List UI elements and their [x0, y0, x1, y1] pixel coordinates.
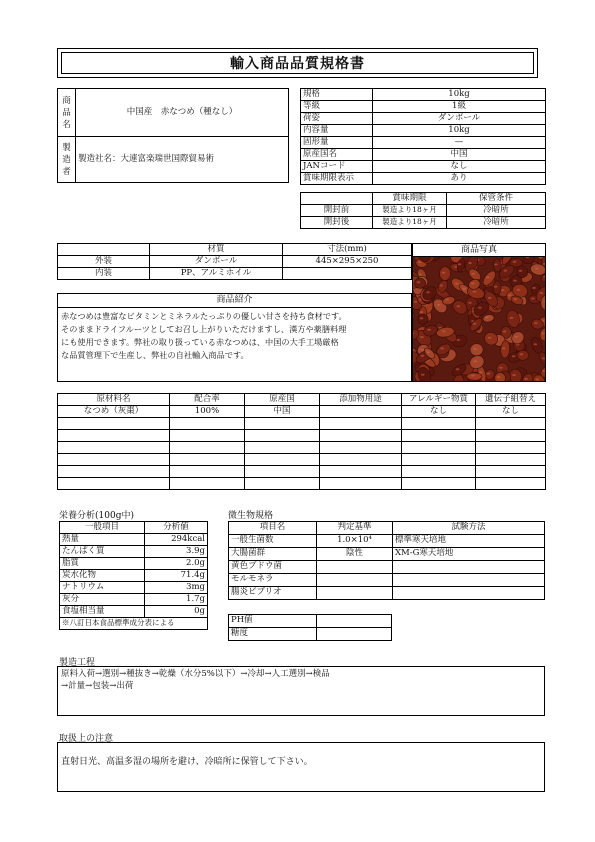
product-name-value: 中国産 赤なつめ（種なし）: [76, 89, 289, 137]
jujube-highlight: [532, 287, 536, 289]
nutrition-title: 栄養分析(100g中): [59, 511, 134, 521]
storage-header: 保管条件: [447, 193, 546, 205]
nutrition-value: 3.9g: [145, 546, 208, 558]
handling-box: [57, 742, 545, 792]
jujube-highlight: [426, 351, 430, 353]
jujube-highlight: [456, 339, 460, 341]
jujube-highlight: [442, 272, 446, 274]
spec-label: 賞味期限表示: [301, 173, 373, 185]
micro-method: XM-G寒天培地: [393, 548, 545, 561]
spec-row: [301, 137, 546, 149]
ingredients-cell: なし: [402, 406, 476, 418]
micro-title: 微生物規格: [228, 511, 274, 521]
jujube-highlight: [426, 291, 430, 293]
jujube-highlight: [512, 374, 516, 376]
jujube-highlight: [478, 307, 482, 309]
spec-label: 内容量: [301, 125, 373, 137]
micro-row: [229, 561, 545, 574]
outer-size: 445×295×250: [283, 256, 412, 268]
ingredients-cell: [476, 430, 546, 442]
specs-table: [300, 88, 546, 185]
intro-box: [57, 293, 412, 382]
jujube-highlight: [515, 336, 519, 338]
jujube-highlight: [473, 291, 477, 293]
ingredients-cell: [245, 454, 320, 466]
shelf-table: [300, 192, 546, 229]
nutrition-item: 熱量: [60, 534, 145, 546]
intro-text: [58, 308, 411, 364]
nutrition-value: 2.0g: [145, 558, 208, 570]
nutrition-header-row: [60, 522, 208, 534]
spec-row: [301, 113, 546, 125]
ingredients-cell: 100%: [170, 406, 245, 418]
spec-label: 規格: [301, 89, 373, 101]
jujube-highlight: [519, 270, 523, 272]
ingredients-cell: [476, 466, 546, 478]
product-photo: [412, 256, 546, 382]
intro-line: そのままドライフルーツとしてお召し上がりいただけますし、漢方や薬膳料理: [61, 324, 347, 334]
ingredients-cell: [320, 442, 402, 454]
product-table: [57, 88, 289, 183]
intro-header: 商品紹介: [58, 294, 411, 308]
jujube-highlight: [427, 329, 431, 331]
spec-label: JANコード: [301, 161, 373, 173]
handling-text: 直射日光、高温多湿の場所を避け、冷暗所に保管して下さい。: [61, 757, 313, 767]
spec-row: [301, 173, 546, 185]
nutrition-item: たんぱく質: [60, 546, 145, 558]
ingredients-row: [58, 418, 546, 430]
ingredients-header: 原産国: [245, 394, 320, 406]
jujube-highlight: [502, 347, 506, 349]
jujube-highlight: [440, 285, 444, 287]
jujube-highlight: [512, 355, 516, 357]
ingredients-cell: [245, 478, 320, 490]
ingredients-row: [58, 430, 546, 442]
nutrition-item: 炭水化物: [60, 570, 145, 582]
sugar-label: 糖度: [229, 628, 317, 641]
nutrition-row: [60, 558, 208, 570]
jujube-highlight: [442, 330, 446, 332]
nutrition-row: [60, 546, 208, 558]
ingredients-cell: [320, 454, 402, 466]
micro-method: [393, 561, 545, 574]
nutrition-value: 1.7g: [145, 594, 208, 606]
ingredients-cell: [58, 418, 170, 430]
ingredients-cell: [320, 466, 402, 478]
ingredients-row: [58, 454, 546, 466]
jujube-highlight: [494, 286, 498, 288]
ingredients-cell: [170, 430, 245, 442]
ingredients-header: 遺伝子組替え: [476, 394, 546, 406]
spec-value: あり: [373, 173, 546, 185]
jujube-highlight: [474, 360, 478, 362]
jujube-highlight: [513, 261, 517, 263]
jujube-highlight: [455, 283, 459, 285]
nutrition-row: [60, 594, 208, 606]
nutrition-value: 71.4g: [145, 570, 208, 582]
ingredients-cell: [170, 418, 245, 430]
nutrition-note-row: [60, 618, 208, 630]
jujube-highlight: [485, 316, 489, 318]
jujube-highlight: [540, 292, 544, 294]
nutrition-item: 灰分: [60, 594, 145, 606]
spec-row: [301, 149, 546, 161]
jujube: [517, 350, 529, 360]
micro-row: [229, 587, 545, 600]
ingredients-header: アレルギー物質: [402, 394, 476, 406]
shelf-row-label: 開封前: [301, 205, 373, 217]
spec-value: なし: [373, 161, 546, 173]
ingredients-cell: [476, 478, 546, 490]
nutrition-row: [60, 582, 208, 594]
jujube: [493, 281, 501, 295]
nutrition-row: [60, 570, 208, 582]
jujube-highlight: [421, 355, 425, 357]
jujube-highlight: [497, 376, 501, 378]
nutrition-value: 294kcal: [145, 534, 208, 546]
handling-title: 取扱上の注意: [59, 734, 114, 744]
jujube-highlight: [440, 347, 444, 349]
spec-row: [301, 101, 546, 113]
shelf-row-label: 開封後: [301, 217, 373, 229]
jujube-highlight: [520, 353, 524, 355]
jujube-highlight: [471, 375, 475, 377]
jujube-highlight: [504, 270, 508, 272]
ingredients-cell: [170, 454, 245, 466]
spec-value: 中国: [373, 149, 546, 161]
maker-value: 製造社名：大連富楽瑞世国際貿易術: [76, 137, 289, 183]
packaging-table: [57, 243, 412, 280]
nutrition-value: 0g: [145, 606, 208, 618]
ph-label: PH値: [229, 615, 317, 628]
jujube-highlight: [458, 263, 462, 265]
inner-size: [283, 268, 412, 280]
jujube-highlight: [437, 304, 441, 306]
micro-standard: [317, 587, 393, 600]
micro-header: 項目名: [229, 522, 317, 535]
ingredients-cell: [245, 442, 320, 454]
spec-row: [301, 161, 546, 173]
jujube-highlight: [503, 331, 507, 333]
process-title: 製造工程: [59, 658, 96, 668]
process-text: [58, 667, 544, 693]
nutrition-item: 食塩相当量: [60, 606, 145, 618]
micro-header: 試験方法: [393, 522, 545, 535]
ingredients-cell: [58, 478, 170, 490]
micro-header: 判定基準: [317, 522, 393, 535]
ingredients-cell: [402, 454, 476, 466]
intro-line: 赤なつめは豊富なビタミンとミネラルたっぷりの優しい甘さを持ち食材です。: [61, 311, 347, 321]
jujube: [505, 309, 521, 329]
micro-item: 腸炎ビブリオ: [229, 587, 317, 600]
micro-row: [229, 535, 545, 548]
ingredients-cell: [402, 430, 476, 442]
title-frame: [57, 48, 538, 78]
ingredients-header: 原材料名: [58, 394, 170, 406]
jujube-highlight: [494, 263, 498, 265]
ingredients-cell: [320, 418, 402, 430]
jujube-highlight: [542, 357, 546, 359]
micro-row: [229, 548, 545, 561]
intro-line: にも使用できます。弊社の取り扱っている赤なつめは、中国の大手工場厳格: [61, 337, 339, 347]
jujube-highlight: [510, 317, 514, 319]
jujube-highlight: [535, 268, 539, 270]
jujube-highlight: [414, 301, 418, 303]
ingredients-cell: [170, 442, 245, 454]
micro-item: 大腸菌群: [229, 548, 317, 561]
intro-line: な品質管理下で生産し、弊社の自社輸入商品です。: [61, 350, 249, 360]
ingredients-cell: [320, 430, 402, 442]
jujube-highlight: [445, 299, 449, 301]
spec-label: 原産国名: [301, 149, 373, 161]
outer-label: 外装: [58, 256, 150, 268]
ingredients-row: [58, 442, 546, 454]
ingredients-cell: [58, 466, 170, 478]
nutrition-item: 脂質: [60, 558, 145, 570]
jujube-highlight: [457, 305, 461, 307]
jujube-highlight: [462, 288, 466, 290]
ingredients-row: [58, 466, 546, 478]
ingredients-cell: [402, 418, 476, 430]
nutrition-header: 一般項目: [60, 522, 145, 534]
jujube-highlight: [420, 311, 424, 313]
spec-label: 等級: [301, 101, 373, 113]
micro-item: 一般生菌数: [229, 535, 317, 548]
spec-value: ダンボール: [373, 113, 546, 125]
jujube-highlight: [471, 282, 475, 284]
micro-method: 標準寒天培地: [393, 535, 545, 548]
page-title: 輸入商品品質規格書: [61, 52, 534, 74]
micro-item: モルモネラ: [229, 574, 317, 587]
shelf-blank: [301, 193, 373, 205]
spec-value: 10kg: [373, 125, 546, 137]
material-header: 材質: [150, 244, 283, 256]
ingredients-cell: [170, 478, 245, 490]
nutrition-item: ナトリウム: [60, 582, 145, 594]
jujube-highlight: [487, 373, 491, 375]
ph-table: [228, 614, 392, 641]
nutrition-header: 分析値: [145, 522, 208, 534]
micro-standard: 1.0×10⁴: [317, 535, 393, 548]
nutrition-value: 3mg: [145, 582, 208, 594]
jujube-highlight: [536, 378, 540, 380]
jujube-highlight: [455, 381, 459, 382]
nutrition-row: [60, 534, 208, 546]
ingredients-cell: なつめ（灰棗）: [58, 406, 170, 418]
micro-method: [393, 574, 545, 587]
spec-value: 1級: [373, 101, 546, 113]
ingredients-cell: [58, 430, 170, 442]
shelf-row-value: 製造より18ヶ月: [373, 205, 447, 217]
jujube-highlight: [534, 343, 538, 345]
jujube-highlight: [421, 374, 425, 376]
ingredients-header-row: [58, 394, 546, 406]
jujube: [470, 343, 484, 356]
jujube-highlight: [486, 276, 490, 278]
jujube-highlight: [513, 280, 517, 282]
jujube-highlight: [517, 289, 521, 291]
jujube: [482, 314, 495, 323]
jujube-highlight: [499, 367, 503, 369]
jujube: [414, 278, 426, 288]
inner-label: 内装: [58, 268, 150, 280]
jujube-highlight: [473, 323, 477, 325]
shelf-row-value: 製造より18ヶ月: [373, 217, 447, 229]
ingredients-cell: [170, 466, 245, 478]
jujube-highlight: [508, 294, 512, 296]
outer-material: ダンボール: [150, 256, 283, 268]
jujube-highlight: [472, 273, 476, 275]
photo-header: 商品写真: [412, 243, 546, 257]
micro-standard: [317, 561, 393, 574]
jujube-highlight: [479, 371, 483, 373]
ingredients-cell: [476, 454, 546, 466]
product-name-label: 商品名: [58, 89, 76, 137]
process-line: 原料入荷→選別→種抜き→乾燥（水分5%以下）→冷却→人工選別→検品: [61, 669, 330, 679]
micro-standard: [317, 574, 393, 587]
ingredients-cell: なし: [476, 406, 546, 418]
jujube: [439, 266, 451, 280]
jujube-highlight: [514, 298, 518, 300]
ingredients-cell: [320, 478, 402, 490]
ingredients-cell: [476, 418, 546, 430]
ingredients-cell: [402, 442, 476, 454]
nutrition-row: [60, 606, 208, 618]
nutrition-table: [59, 521, 208, 630]
ingredients-cell: [402, 478, 476, 490]
ingredients-cell: [58, 454, 170, 466]
jujube-highlight: [473, 348, 477, 350]
micro-row: [229, 574, 545, 587]
micro-item: 黄色ブドウ菌: [229, 561, 317, 574]
micro-header-row: [229, 522, 545, 535]
jujube-highlight: [468, 302, 472, 304]
ingredients-header: 配合率: [170, 394, 245, 406]
ingredients-cell: [245, 418, 320, 430]
jujube: [539, 327, 546, 341]
jujube: [413, 311, 416, 326]
jujube-highlight: [488, 337, 492, 339]
inner-material: PP、アルミホイル: [150, 268, 283, 280]
jujube-highlight: [501, 289, 505, 291]
maker-label: 製造者: [58, 137, 76, 183]
micro-standard: 陰性: [317, 548, 393, 561]
ingredients-cell: [476, 442, 546, 454]
packaging-blank: [58, 244, 150, 256]
jujube-highlight: [418, 261, 422, 263]
spec-value: —: [373, 137, 546, 149]
ingredients-cell: [320, 406, 402, 418]
ingredients-cell: [245, 430, 320, 442]
ingredients-cell: [402, 466, 476, 478]
jujube-highlight: [420, 336, 424, 338]
ph-value: [317, 615, 392, 628]
spec-row: [301, 125, 546, 137]
spec-label: 固形量: [301, 137, 373, 149]
shelf-header: 賞味期限: [373, 193, 447, 205]
spec-value: 10kg: [373, 89, 546, 101]
jujube: [467, 373, 482, 381]
jujube-highlight: [542, 370, 546, 372]
ingredients-cell: [245, 466, 320, 478]
storage-row-value: 冷暗所: [447, 205, 546, 217]
sugar-value: [317, 628, 392, 641]
spec-label: 荷姿: [301, 113, 373, 125]
jujube-image: [413, 257, 546, 382]
ingredients-header: 添加物用途: [320, 394, 402, 406]
jujube-highlight: [531, 298, 535, 300]
ingredients-row: [58, 478, 546, 490]
ingredients-table: [57, 393, 546, 490]
jujube-highlight: [419, 274, 423, 276]
jujube-highlight: [456, 368, 460, 370]
micro-method: [393, 587, 545, 600]
jujube-highlight: [488, 297, 492, 299]
jujube-highlight: [524, 378, 528, 380]
nutrition-note: ※八訂日本食品標準成分表による: [60, 618, 208, 630]
jujube-highlight: [417, 281, 421, 283]
spec-row: [301, 89, 546, 101]
ingredients-cell: 中国: [245, 406, 320, 418]
ingredients-row: [58, 406, 546, 418]
storage-row-value: 冷暗所: [447, 217, 546, 229]
process-box: [57, 666, 545, 716]
jujube-highlight: [534, 322, 538, 324]
jujube-highlight: [541, 332, 545, 334]
process-line: →計量→包装→出荷: [61, 681, 134, 691]
micro-table: [228, 521, 545, 600]
ingredients-cell: [58, 442, 170, 454]
jujube-highlight: [420, 317, 424, 319]
jujube-highlight: [420, 349, 424, 351]
jujube-highlight: [468, 262, 472, 264]
size-header: 寸法(mm): [283, 244, 412, 256]
